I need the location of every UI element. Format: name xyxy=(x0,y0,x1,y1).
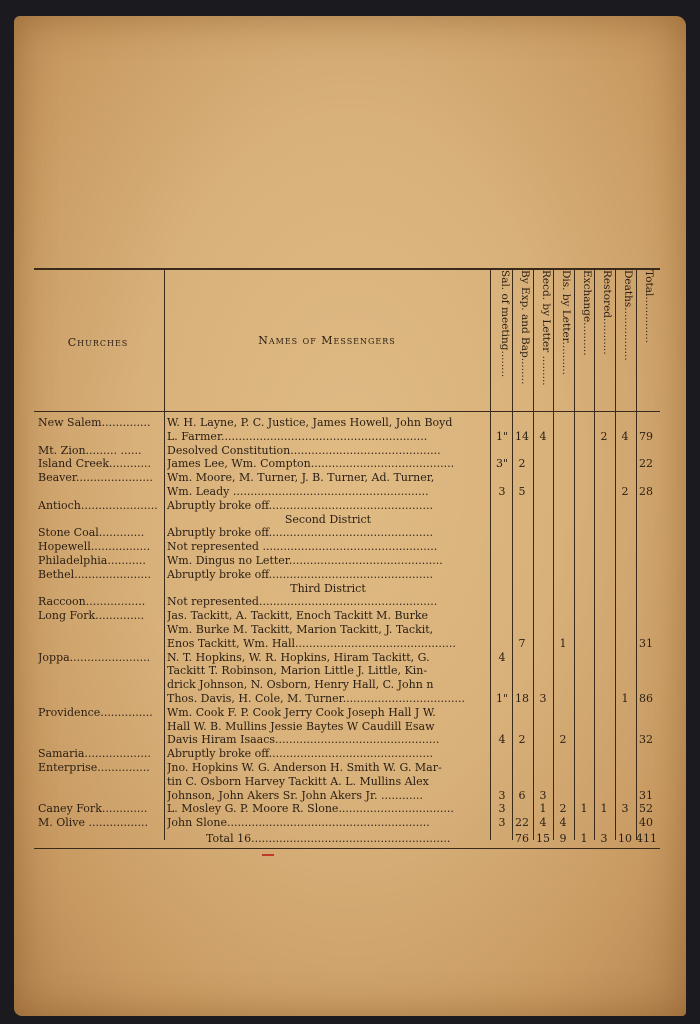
stat-cell: 31 xyxy=(639,636,653,650)
column-header: Dis. by Letter.......... xyxy=(560,270,572,375)
total-row xyxy=(34,832,660,846)
stat-cell: 1" xyxy=(495,692,509,705)
messenger-names: Tackitt T. Robinson, Marion Little J. Little, Kin- xyxy=(167,664,428,678)
table-row xyxy=(34,471,660,485)
column-header: Total.............. xyxy=(643,270,655,344)
table-row xyxy=(34,444,660,458)
stat-cell: 32 xyxy=(639,733,653,747)
church-name: Beaver...................... xyxy=(38,471,153,485)
church-name: Samaria................... xyxy=(38,747,151,761)
stat-cell: 15 xyxy=(536,832,550,845)
church-name: Joppa....................... xyxy=(38,650,151,664)
table-row xyxy=(34,595,660,609)
church-name: New Salem.............. xyxy=(38,416,151,429)
table-row xyxy=(34,499,660,513)
table-row xyxy=(34,733,660,747)
stat-cell: 4 xyxy=(539,816,547,830)
table-row xyxy=(34,651,660,665)
table-row xyxy=(34,540,660,554)
messenger-names: Wm. Moore, M. Turner, J. B. Turner, Ad. Turner, xyxy=(167,471,435,485)
table-row xyxy=(34,747,660,761)
stat-cell: 4 xyxy=(559,816,567,830)
column-header: Deaths................ xyxy=(622,270,634,361)
stat-cell: 3 xyxy=(621,802,629,816)
messenger-names: Abruptly broke off............................................... xyxy=(167,567,433,581)
table-row xyxy=(34,678,660,692)
table-row xyxy=(34,485,660,499)
church-name: Providence............... xyxy=(38,705,153,719)
stat-cell: 76 xyxy=(515,832,529,845)
messenger-names: Johnson, John Akers Sr. John Akers Jr. ............ xyxy=(167,788,423,802)
church-name: M. Olive ................. xyxy=(38,816,148,830)
stat-cell: 5 xyxy=(518,485,526,498)
table-row xyxy=(34,789,660,803)
stat-cell: 40 xyxy=(639,816,653,830)
stat-cell: 2 xyxy=(518,733,526,747)
messenger-names: L. Farmer........................................................... xyxy=(167,429,428,443)
table-row xyxy=(34,637,660,651)
church-name: Caney Fork............. xyxy=(38,802,148,816)
table-row xyxy=(34,706,660,720)
table-row xyxy=(34,526,660,540)
stat-cell: 4 xyxy=(498,650,506,664)
stat-cell: 4 xyxy=(621,429,629,443)
stat-cell: 3 xyxy=(498,788,506,802)
messenger-names: John Slone.......................................................... xyxy=(167,816,430,830)
church-name: Island Creek............ xyxy=(38,457,152,471)
messenger-names: Wm. Dingus no Letter............................................ xyxy=(167,554,443,567)
stat-cell: 6 xyxy=(518,788,526,802)
stat-cell: 2 xyxy=(559,802,567,816)
stat-cell: 22 xyxy=(515,816,529,830)
churches-header: Churches xyxy=(67,336,129,349)
stat-cell: 2 xyxy=(518,457,526,471)
messenger-names: Jas. Tackitt, A. Tackitt, Enoch Tackitt M. Burke xyxy=(167,609,429,623)
table-row xyxy=(34,761,660,775)
table-row xyxy=(34,430,660,444)
table-row xyxy=(34,416,660,430)
church-statistics-table xyxy=(34,268,660,850)
column-header: Sal. of meeting........ xyxy=(499,270,511,378)
stat-cell: 3 xyxy=(600,832,608,845)
messenger-names: Abruptly broke off............................................... xyxy=(167,526,433,540)
messenger-names: Thos. Davis, H. Cole, M. Turner................................... xyxy=(167,692,466,705)
messenger-names: Not represented................................................... xyxy=(167,595,438,609)
messenger-names: W. H. Layne, P. C. Justice, James Howell, John Boyd xyxy=(167,416,453,429)
stat-cell: 1" xyxy=(495,429,509,443)
stat-cell: 1 xyxy=(621,692,629,705)
stat-cell: 9 xyxy=(559,832,567,845)
stat-cell: 1 xyxy=(580,802,588,816)
messenger-names: Desolved Constitution........................................... xyxy=(167,443,441,457)
stat-cell: 4 xyxy=(498,733,506,747)
column-header: Recd. by Letter ......... xyxy=(540,270,552,386)
red-mark xyxy=(262,854,274,856)
stat-cell: 10 xyxy=(618,832,632,845)
table-row xyxy=(34,816,660,830)
stat-cell: 79 xyxy=(639,429,653,443)
column-header: Restored........... xyxy=(601,270,613,355)
stat-cell: 86 xyxy=(639,692,653,705)
stat-cell: 2 xyxy=(600,429,608,443)
stat-cell: 1 xyxy=(600,802,608,816)
stat-cell: 31 xyxy=(639,788,653,802)
table-row xyxy=(34,775,660,789)
table-row xyxy=(34,802,660,816)
messenger-names: Abruptly broke off............................................... xyxy=(167,747,433,761)
stat-cell: 52 xyxy=(639,802,653,816)
messenger-names: Jno. Hopkins W. G. Anderson H. Smith W. G. Mar- xyxy=(167,761,442,774)
church-name: Philadelphia........... xyxy=(38,554,146,567)
table-row xyxy=(34,554,660,568)
stat-cell: 7 xyxy=(518,636,526,650)
stat-cell: 2 xyxy=(621,485,629,498)
table-row xyxy=(34,513,660,527)
table-row xyxy=(34,457,660,471)
messenger-names: Wm. Leady ........................................................ xyxy=(167,485,429,498)
church-name: Antioch...................... xyxy=(38,498,158,512)
stat-cell: 1 xyxy=(580,832,588,845)
stat-cell: 3 xyxy=(539,692,547,705)
table-row xyxy=(34,582,660,596)
church-name: Mt. Zion......... ...... xyxy=(38,443,142,457)
table-row xyxy=(34,568,660,582)
stat-cell: 3 xyxy=(498,485,506,498)
messenger-names: Enos Tackitt, Wm. Hall.............................................. xyxy=(167,636,456,650)
stat-cell: 411 xyxy=(636,832,657,845)
total-label: Total 16......................................................... xyxy=(206,832,451,845)
stat-cell: 22 xyxy=(639,457,653,471)
names-header: Names of Messengers xyxy=(258,334,396,347)
messenger-names: Wm. Burke M. Tackitt, Marion Tackitt, J. Tackit, xyxy=(167,623,434,636)
messenger-names: Wm. Cook F. P. Cook Jerry Cook Joseph Hall J W. xyxy=(167,705,436,719)
messenger-names: tin C. Osborn Harvey Tackitt A. L. Mullins Alex xyxy=(167,774,429,788)
stat-cell: 3 xyxy=(498,816,506,830)
messenger-names: Hall W. B. Mullins Jessie Baytes W Caudill Esaw xyxy=(167,719,435,733)
table-row xyxy=(34,664,660,678)
stat-cell: 3" xyxy=(495,457,509,471)
stat-cell: 4 xyxy=(539,429,547,443)
column-header: Exchange.......... xyxy=(581,270,593,356)
stat-cell: 1 xyxy=(539,802,547,816)
stat-cell: 3 xyxy=(498,802,506,816)
district-heading: Third District xyxy=(290,581,366,595)
church-name: Enterprise............... xyxy=(38,761,150,774)
table-bottom-rule xyxy=(34,848,660,849)
table-row xyxy=(34,692,660,706)
church-name: Bethel...................... xyxy=(38,567,152,581)
stat-cell: 1 xyxy=(559,636,567,650)
stat-cell: 28 xyxy=(639,485,653,498)
messenger-names: Davis Hiram Isaacs............................................... xyxy=(167,733,440,747)
stat-cell: 3 xyxy=(539,788,547,802)
messenger-names: Abruptly broke off............................................... xyxy=(167,498,433,512)
messenger-names: L. Mosley G. P. Moore R. Slone................................. xyxy=(167,802,454,816)
stat-cell: 18 xyxy=(515,692,529,705)
messenger-names: James Lee, Wm. Compton......................................... xyxy=(167,457,455,471)
messenger-names: Not represented .................................................. xyxy=(167,540,438,554)
column-header: By Exp. and Bap........ xyxy=(519,270,531,385)
header-bottom-rule xyxy=(34,411,660,412)
district-heading: Second District xyxy=(284,512,372,526)
table-row xyxy=(34,609,660,623)
messenger-names: drick Johnson, N. Osborn, Henry Hall, C. John n xyxy=(167,678,434,692)
church-name: Stone Coal............. xyxy=(38,526,145,540)
stat-cell: 2 xyxy=(559,733,567,747)
church-name: Raccoon................. xyxy=(38,595,146,609)
table-row xyxy=(34,720,660,734)
church-name: Hopewell................. xyxy=(38,540,151,554)
table-row xyxy=(34,623,660,637)
messenger-names: N. T. Hopkins, W. R. Hopkins, Hiram Tackitt, G. xyxy=(167,650,430,664)
stat-cell: 14 xyxy=(515,429,529,443)
church-name: Long Fork.............. xyxy=(38,609,145,623)
